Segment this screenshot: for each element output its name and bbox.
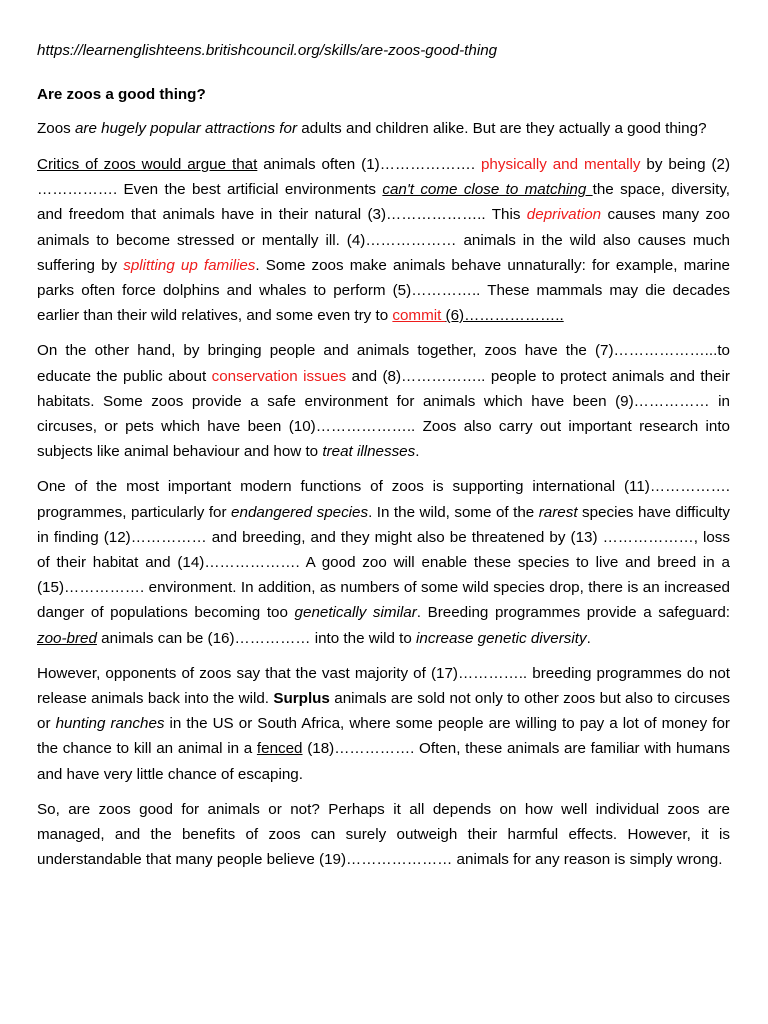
page-title: Are zoos a good thing? [37, 86, 206, 103]
paragraph-text: So, are zoos good for animals or not? Perhaps it all depends on how well individual zoos are managed, and the benefits of zoos can surely outweigh their harmful effects. However, it is understandable that many people believe (19)………………… animals for any reason is simply wrong. [37, 800, 730, 869]
source-url: https://learnenglishteens.britishcouncil.org/skills/are-zoos-good-thing [37, 42, 498, 59]
italic-phrase: hunting ranches [55, 715, 165, 733]
paragraph-text: However, opponents of zoos say that the vast majority of (17)………….. breeding programmes do not release animals back into the wild. [37, 664, 730, 708]
paragraph-text: causes many zoo animals to become stressed or mentally ill. (4)……………… animals in the wild also causes much suffering by [37, 206, 730, 274]
paragraph-text: and (8)…………….. people to protect animals and their habitats. Some zoos provide a safe environment for animals which have been (9)…………… in circuses, or pets which have been (10)……………….. Zoos also carry out important research into subjects like animal behaviour and how to [37, 367, 730, 461]
paragraph-text: animals are sold not only to other zoos but also to circuses or [37, 690, 730, 733]
paragraph-5 [37, 797, 730, 873]
paragraph-text: . In the wild, some of the [368, 503, 539, 521]
italic-underlined-word: zoo-bred [37, 629, 97, 647]
intro-paragraph [37, 118, 730, 140]
paragraph-text: the space, diversity, and freedom that animals have in their natural (3)……………….. This [37, 181, 730, 224]
italic-word: rarest [538, 503, 578, 521]
italic-phrase: genetically similar [294, 604, 417, 622]
red-italic-phrase: splitting up families [123, 256, 256, 274]
paragraph-text: (18)……………. Often, these animals are familiar with humans and have very little chance of escaping. [37, 740, 730, 783]
paragraph-text: . [415, 443, 420, 461]
underlined-phrase: Critics of zoos would argue that [37, 156, 258, 173]
paragraph-text: . Breeding programmes provide a safeguard: [416, 604, 730, 622]
paragraph-1 [37, 152, 730, 328]
bold-word: Surplus [273, 690, 330, 708]
red-underlined-word: commit [392, 307, 446, 325]
underlined-blank: (6)……………….. [445, 307, 564, 325]
italic-phrase: treat illnesses [322, 443, 416, 461]
italic-phrase: increase genetic diversity [416, 629, 587, 647]
paragraph-text: animals can be (16)…………… into the wild to [96, 629, 417, 647]
document-page [37, 40, 730, 882]
paragraph-text: . [586, 629, 591, 647]
red-phrase: conservation issues [211, 367, 347, 385]
intro-italic-phrase: are hugely popular attractions for [74, 120, 298, 137]
paragraph-4 [37, 661, 730, 787]
paragraph-3 [37, 474, 730, 650]
paragraph-text: by being (2) ……………. Even the best artificial environments [37, 156, 731, 199]
red-italic-word: deprivation [526, 206, 602, 224]
intro-text: adults and children alike. But are they actually a good thing? [297, 120, 707, 137]
paragraph-text: species have difficulty in finding (12)…………… and breeding, and they might also be threatened by (13) ………………, loss of their habitat and (14)………………. A good zoo will enable these species to live and breed in a (15)……………. environment. In addition, as numbers of some wild species drop, there is an increased danger of populations becoming too [37, 503, 730, 622]
underlined-word: fenced [256, 740, 303, 758]
intro-text: Zoos [37, 120, 75, 137]
paragraph-2 [37, 338, 730, 464]
italic-underlined-phrase: can't come close to matching [382, 181, 593, 199]
red-phrase: physically and mentally [480, 156, 641, 173]
paragraph-text: On the other hand, by bringing people and animals together, zoos have the (7)………………...to educate the public about [37, 342, 730, 385]
paragraph-text: in the US or South Africa, where some people are willing to pay a lot of money for the chance to kill an animal in a [37, 715, 730, 758]
paragraph-text: . Some zoos make animals behave unnaturally: for example, marine parks often force dolphins and whales to perform (5)………….. These mammals may die decades earlier than their wild relatives, and some even try to [37, 256, 730, 325]
italic-phrase: endangered species [231, 503, 369, 521]
paragraph-text: One of the most important modern functions of zoos is supporting international (11)……………. programmes, particularly for [37, 478, 730, 521]
paragraph-text: animals often (1)………………. [257, 156, 481, 173]
